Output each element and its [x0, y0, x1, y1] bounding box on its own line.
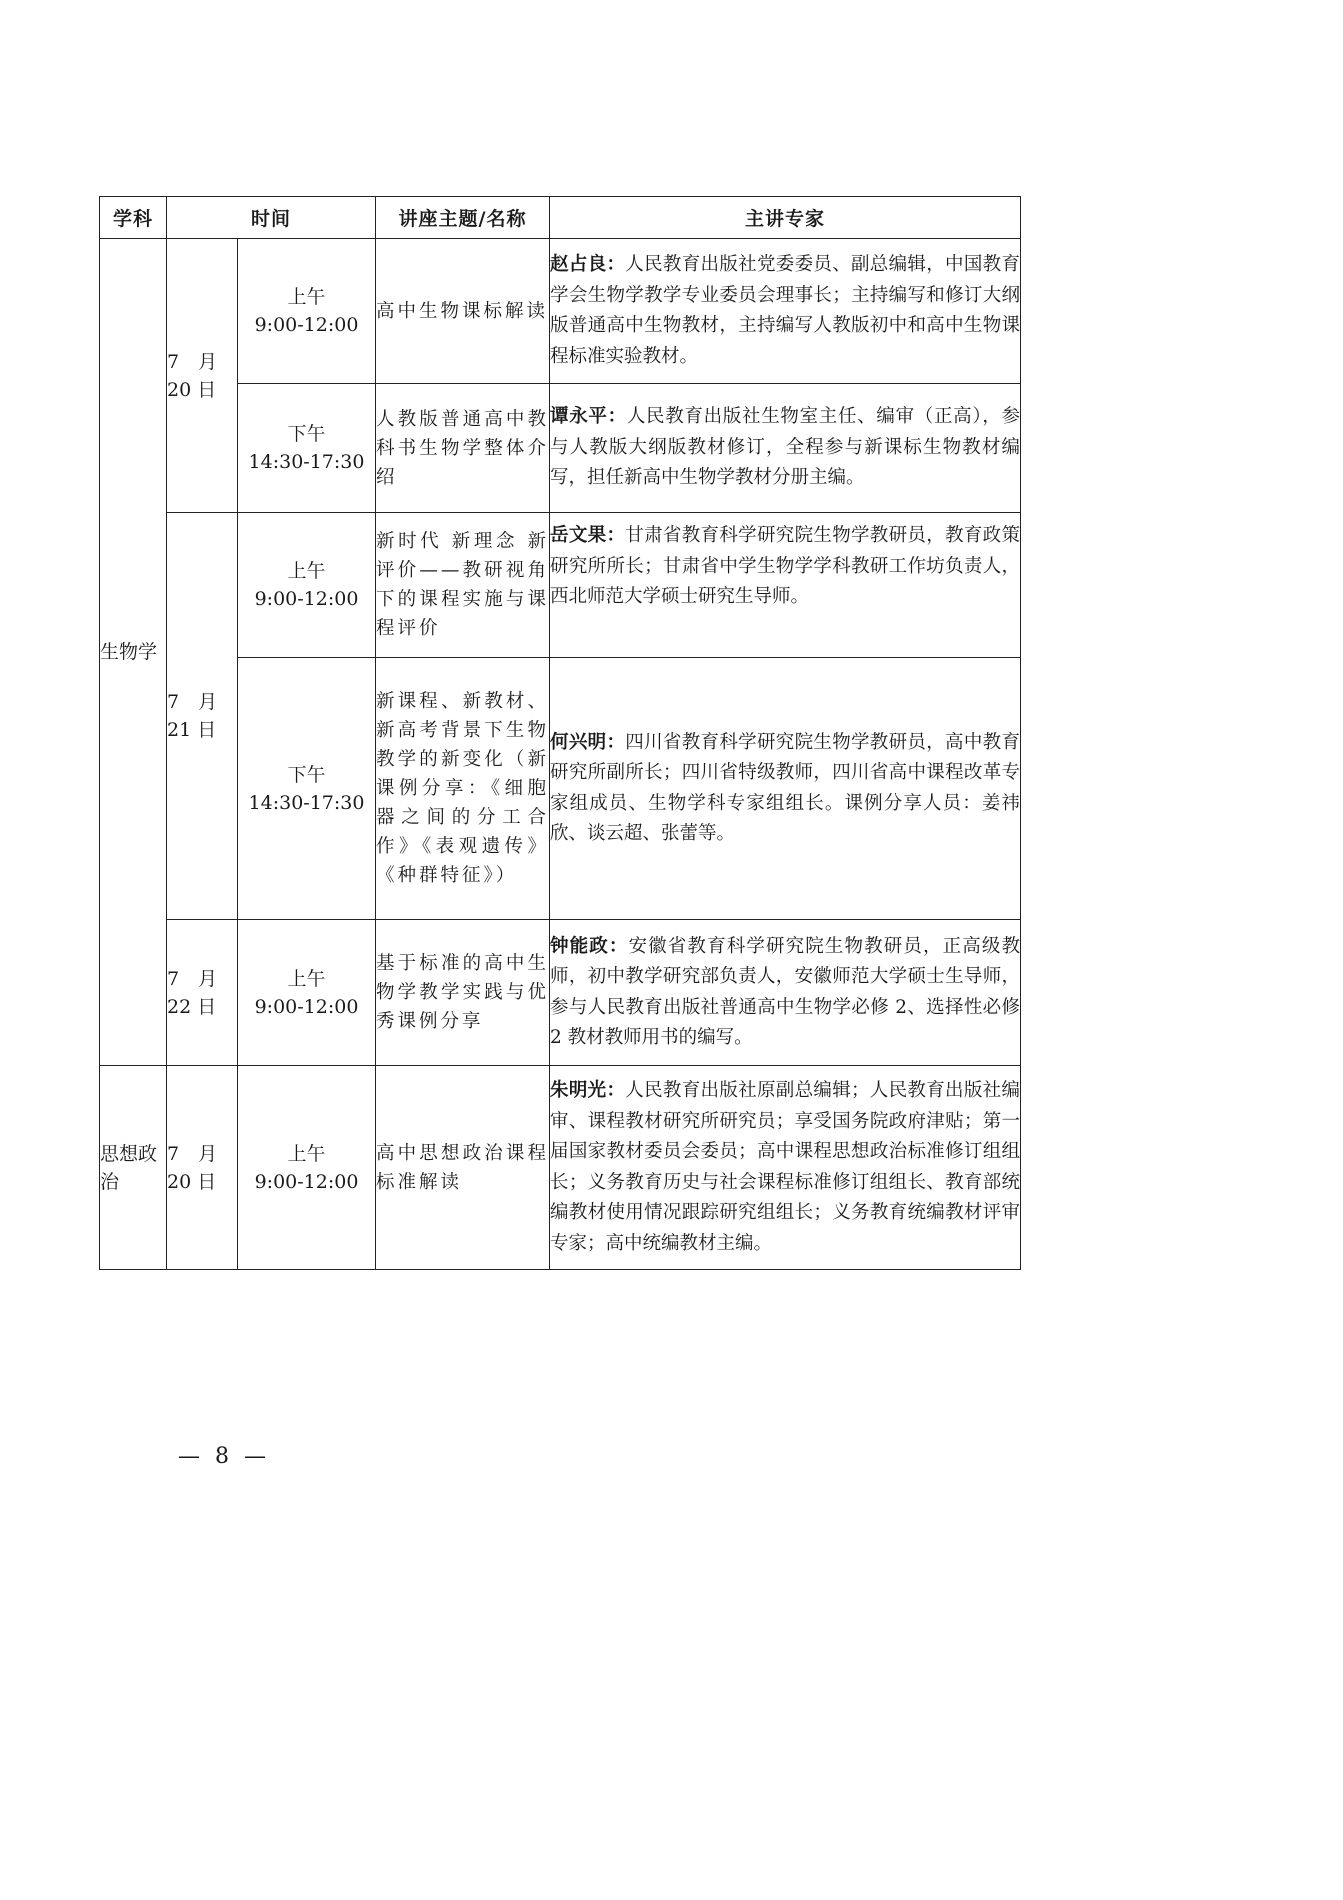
expert-name: 朱明光： — [550, 1080, 626, 1101]
expert-name: 钟能政： — [550, 935, 629, 957]
topic-cell: 高中生物课标解读 — [376, 239, 550, 384]
session-hours: 9:00-12:00 — [254, 588, 359, 610]
subject-cell: 思想政治 — [100, 1066, 167, 1270]
time-cell — [238, 513, 376, 658]
topic-cell: 新课程、新教材、新高考背景下生物教学的新变化（新课例分享：《细胞器之间的分工合作》《表观遗传》《种群特征》） — [376, 658, 550, 920]
page-number: — 8 — — [178, 1444, 270, 1469]
table-row — [100, 239, 1021, 384]
header-time: 时间 — [167, 197, 376, 239]
topic-cell: 高中思想政治课程标准解读 — [376, 1066, 550, 1270]
expert-name: 何兴明： — [550, 731, 626, 753]
expert-bio: 甘肃省教育科学研究院生物学教研员，教育政策研究所所长；甘肃省中学生物学学科教研工作坊负责人，西北师范大学硕士研究生导师。 — [550, 525, 1021, 607]
expert-cell — [550, 384, 1021, 513]
subject-cell: 生物学 — [100, 239, 167, 1066]
date-cell: 7 月 20 日 — [167, 239, 238, 513]
table-row — [100, 1066, 1021, 1270]
topic-cell: 人教版普通高中教科书生物学整体介绍 — [376, 384, 550, 513]
table-row — [100, 658, 1021, 920]
session-period: 下午 — [287, 763, 326, 786]
table-row — [100, 384, 1021, 513]
schedule-table — [99, 196, 1021, 1270]
expert-name: 岳文果： — [550, 525, 626, 546]
header-expert: 主讲专家 — [550, 197, 1021, 239]
expert-cell — [550, 1066, 1021, 1270]
table-row — [100, 513, 1021, 658]
session-period: 上午 — [287, 286, 326, 308]
session-hours: 14:30-17:30 — [248, 451, 365, 473]
expert-name: 谭永平： — [550, 406, 627, 428]
expert-cell — [550, 239, 1021, 384]
expert-name: 赵占良： — [550, 254, 626, 275]
time-cell — [238, 658, 376, 920]
expert-bio: 安徽省教育科学研究院生物教研员，正高级教师，初中教学研究部负责人，安徽师范大学硕士生导师，参与人民教育出版社普通高中生物学必修 2、选择性必修 2 教材教师用书的编写。 — [550, 935, 1021, 1048]
session-period: 下午 — [287, 423, 326, 445]
expert-bio: 四川省教育科学研究院生物学教研员，高中教育研究所副所长；四川省特级教师，四川省高中课程改革专家组成员、生物学科专家组组长。课例分享人员：姜祎欣、谈云超、张蕾等。 — [550, 731, 1021, 844]
session-hours: 14:30-17:30 — [248, 791, 365, 814]
session-period: 上午 — [287, 967, 326, 990]
topic-cell: 新时代 新理念 新评价——教研视角下的课程实施与课程评价 — [376, 513, 550, 658]
time-cell — [238, 1066, 376, 1270]
time-cell — [238, 384, 376, 513]
expert-bio: 人民教育出版社党委委员、副总编辑，中国教育学会生物学教学专业委员会理事长；主持编写和修订大纲版普通高中生物教材，主持编写人教版初中和高中生物课程标准实验教材。 — [550, 254, 1021, 367]
date-cell: 7 月 20 日 — [167, 1066, 238, 1270]
expert-cell — [550, 513, 1021, 658]
time-cell — [238, 239, 376, 384]
time-cell — [238, 920, 376, 1066]
session-period: 上午 — [287, 1142, 326, 1165]
header-subject: 学科 — [100, 197, 167, 239]
session-hours: 9:00-12:00 — [254, 314, 359, 336]
session-hours: 9:00-12:00 — [254, 1170, 359, 1193]
table-row — [100, 920, 1021, 1066]
expert-bio: 人民教育出版社原副总编辑；人民教育出版社编审、课程教材研究所研究员；享受国务院政府津贴；第一届国家教材委员会委员；高中课程思想政治标准修订组组长；义务教育历史与社会课程标准修订组组长、教育部统编教材使用情况跟踪研究组组长；义务教育统编教材评审专家；高中统编教材主编。 — [550, 1080, 1021, 1254]
expert-cell — [550, 920, 1021, 1066]
expert-bio: 人民教育出版社生物室主任、编审（正高），参与人教版大纲版教材修订，全程参与新课标生物教材编写，担任新高中生物学教材分册主编。 — [550, 406, 1021, 489]
expert-cell — [550, 658, 1021, 920]
date-cell: 7 月 22 日 — [167, 920, 238, 1066]
date-cell: 7 月 21 日 — [167, 513, 238, 920]
header-row — [100, 197, 1021, 239]
topic-cell: 基于标准的高中生物学教学实践与优秀课例分享 — [376, 920, 550, 1066]
session-hours: 9:00-12:00 — [254, 995, 359, 1018]
session-period: 上午 — [287, 560, 326, 582]
header-topic: 讲座主题/名称 — [376, 197, 550, 239]
